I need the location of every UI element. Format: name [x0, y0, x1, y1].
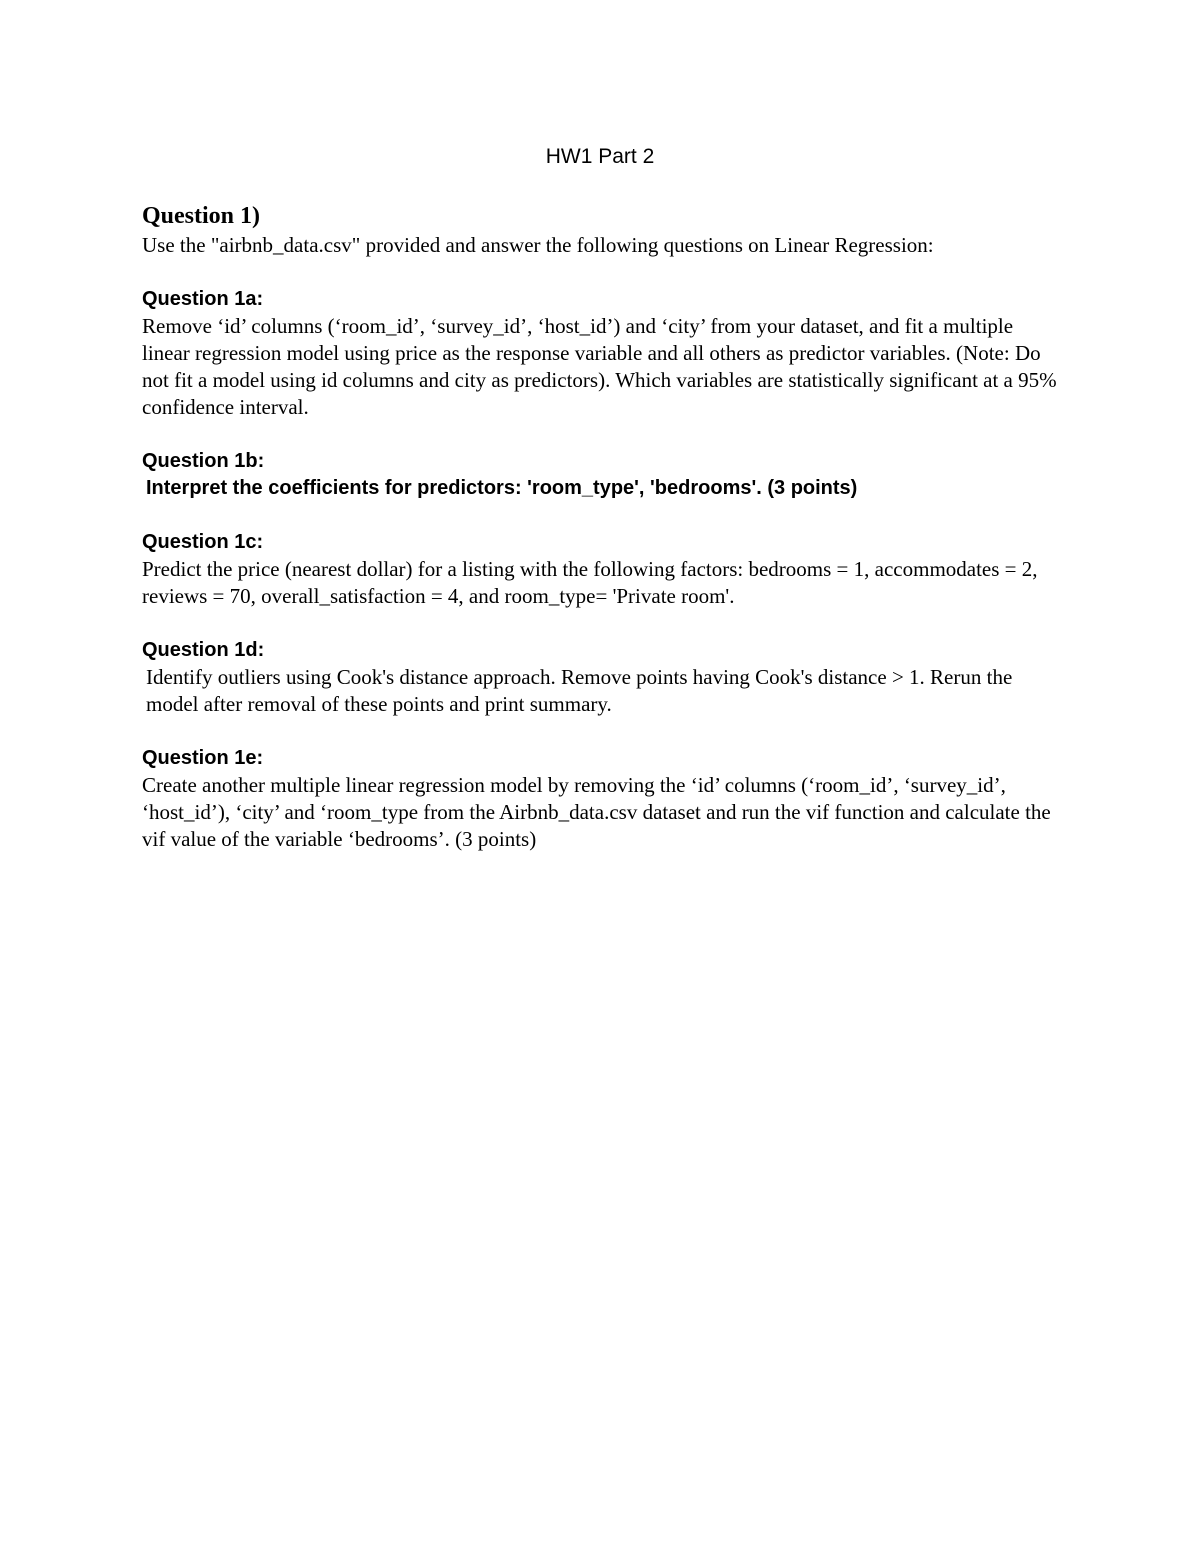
question-1b-text: Interpret the coefficients for predictors: 'room_type', 'bedrooms'. (3 points): [146, 477, 858, 499]
document-title: HW1 Part 2: [545, 145, 655, 168]
question-1a-text: Remove ‘id’ columns (‘room_id’, ‘survey_id’, ‘host_id’) and ‘city’ from your dataset, and fit a multiple linear regression model using price as the response variable and all others as predictor variables. (Note: Do not fit a model using id columns and city as predictors). Which variables are statistically significant at a 95% confidence interval.: [142, 314, 1057, 419]
question-1-text: Use the "airbnb_data.csv" provided and answer the following questions on Linear Regression:: [142, 233, 934, 257]
question-1e-heading: Question 1e:: [142, 747, 264, 769]
question-1d-heading: Question 1d:: [142, 639, 265, 661]
question-1b-block: [142, 448, 1062, 502]
spacer: [142, 421, 1062, 448]
spacer: [142, 718, 1062, 745]
question-1a-block: [142, 286, 1062, 421]
question-1a-heading: Question 1a:: [142, 288, 264, 310]
question-1-heading: Question 1): [142, 203, 261, 229]
spacer: [142, 502, 1062, 529]
question-1d-block: [142, 637, 1062, 718]
spacer: [142, 259, 1062, 286]
question-1d-text: Identify outliers using Cook's distance approach. Remove points having Cook's distance > 1. Rerun the model after removal of these points and print summary.: [146, 665, 1013, 716]
spacer: [142, 610, 1062, 637]
question-1e-text: Create another multiple linear regression model by removing the ‘id’ columns (‘room_id’, ‘survey_id’, ‘host_id’), ‘city’ and ‘room_type from the Airbnb_data.csv dataset and run the vif function and calculate the vif value of the variable ‘bedrooms’. (3 points): [142, 773, 1051, 851]
question-1b-heading: Question 1b:: [142, 450, 265, 472]
question-1c-text: Predict the price (nearest dollar) for a listing with the following factors: bedrooms = 1, accommodates = 2, reviews = 70, overall_satisfaction = 4, and room_type= 'Private room'.: [142, 557, 1038, 608]
document-content: [142, 200, 1062, 853]
question-1-block: [142, 200, 1062, 259]
question-1c-block: [142, 529, 1062, 610]
question-1e-block: [142, 745, 1062, 853]
question-1c-heading: Question 1c:: [142, 531, 264, 553]
